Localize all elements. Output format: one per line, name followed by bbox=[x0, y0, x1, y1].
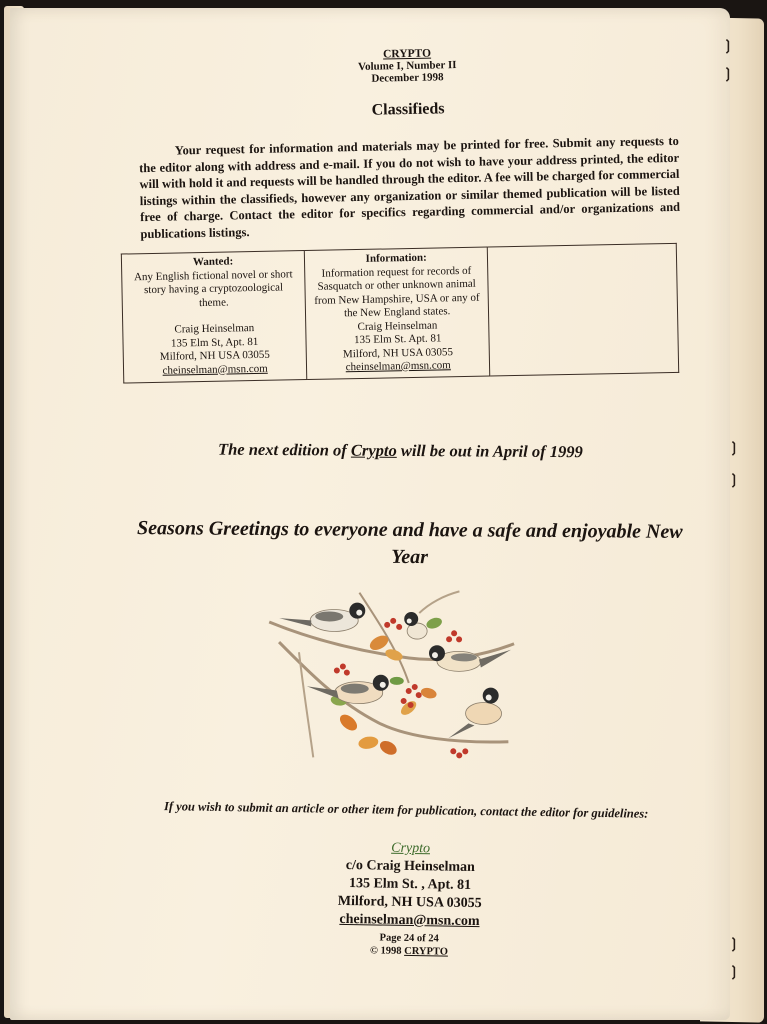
copyright-prefix: © 1998 bbox=[369, 944, 405, 957]
intro-paragraph: Your request for information and materials may be printed for free. Submit any requests to the editor along with address and e-mail. If you do not wish to have your address printed, the editor will with hold it and requests will be handled through the editor. A fee will be charged for commercial listings within the classifieds, however any organization or similar themed publication will be listed free of charge. Contact the editor for specifics regarding commercial and/or organizations and publications listings. bbox=[139, 133, 681, 241]
next-edition-text-after: will be out in April of 1999 bbox=[396, 440, 583, 462]
wanted-city: Milford, NH USA 03055 bbox=[159, 348, 270, 363]
masthead-date: December 1998 bbox=[371, 71, 444, 85]
contact-magazine: Crypto bbox=[391, 840, 431, 857]
wanted-cell bbox=[121, 251, 307, 383]
next-edition-text-before: The next edition of bbox=[217, 439, 352, 460]
information-email-link[interactable]: cheinselman@msn.com bbox=[345, 359, 451, 374]
bleed-mark: ❳ bbox=[728, 441, 740, 456]
contact-city: Milford, NH USA 03055 bbox=[337, 893, 482, 912]
seasons-greetings: Seasons Greetings to everyone and have a safe and enjoyable New Year bbox=[137, 517, 683, 569]
masthead-title: CRYPTO bbox=[382, 47, 432, 61]
bleed-mark: ❳ bbox=[722, 67, 734, 82]
information-cell bbox=[304, 247, 490, 379]
wanted-email-link[interactable]: cheinselman@msn.com bbox=[162, 362, 268, 377]
copyright-magazine: CRYPTO bbox=[404, 945, 449, 958]
wanted-street: 135 Elm St, Apt. 81 bbox=[170, 335, 259, 350]
information-name: Craig Heinselman bbox=[357, 318, 438, 333]
empty-cell bbox=[488, 243, 679, 375]
information-street: 135 Elm St. Apt. 81 bbox=[353, 332, 442, 347]
document-page bbox=[10, 8, 730, 1020]
masthead bbox=[307, 46, 508, 86]
bleed-mark: ❳ bbox=[722, 39, 734, 54]
wanted-body: Any English fictional novel or short story having a cryptozoological theme. bbox=[133, 267, 293, 309]
information-body: Information request for records of Sasquatch or other unknown animal from New Hampshire, USA or any of the New England states. bbox=[314, 264, 480, 320]
contact-care-of: c/o Craig Heinselman bbox=[345, 857, 475, 876]
information-city: Milford, NH USA 03055 bbox=[342, 345, 454, 360]
masthead-volume: Volume I, Number II bbox=[357, 59, 457, 73]
bleed-mark: ❳ bbox=[728, 937, 740, 952]
wanted-heading: Wanted: bbox=[192, 255, 234, 269]
next-edition-magazine: Crypto bbox=[350, 440, 397, 460]
submission-note: If you wish to submit an article or other item for publication, contact the editor for guidelines: bbox=[163, 799, 649, 821]
copyright-line bbox=[309, 944, 509, 960]
classifieds-table bbox=[121, 243, 679, 383]
page-footer bbox=[309, 931, 509, 959]
next-edition-notice bbox=[150, 439, 650, 462]
contact-block bbox=[259, 838, 560, 933]
wanted-name: Craig Heinselman bbox=[174, 322, 255, 336]
contact-street: 135 Elm St. , Apt. 81 bbox=[348, 876, 472, 893]
contact-email-link[interactable]: cheinselman@msn.com bbox=[339, 911, 480, 930]
page-number: Page 24 of 24 bbox=[379, 932, 439, 945]
section-title: Classifieds bbox=[371, 100, 445, 119]
bleed-mark: ❳ bbox=[728, 473, 740, 488]
bleed-mark: ❳ bbox=[728, 965, 740, 980]
chickadees-illustration bbox=[258, 582, 524, 769]
information-heading: Information: bbox=[365, 251, 427, 265]
